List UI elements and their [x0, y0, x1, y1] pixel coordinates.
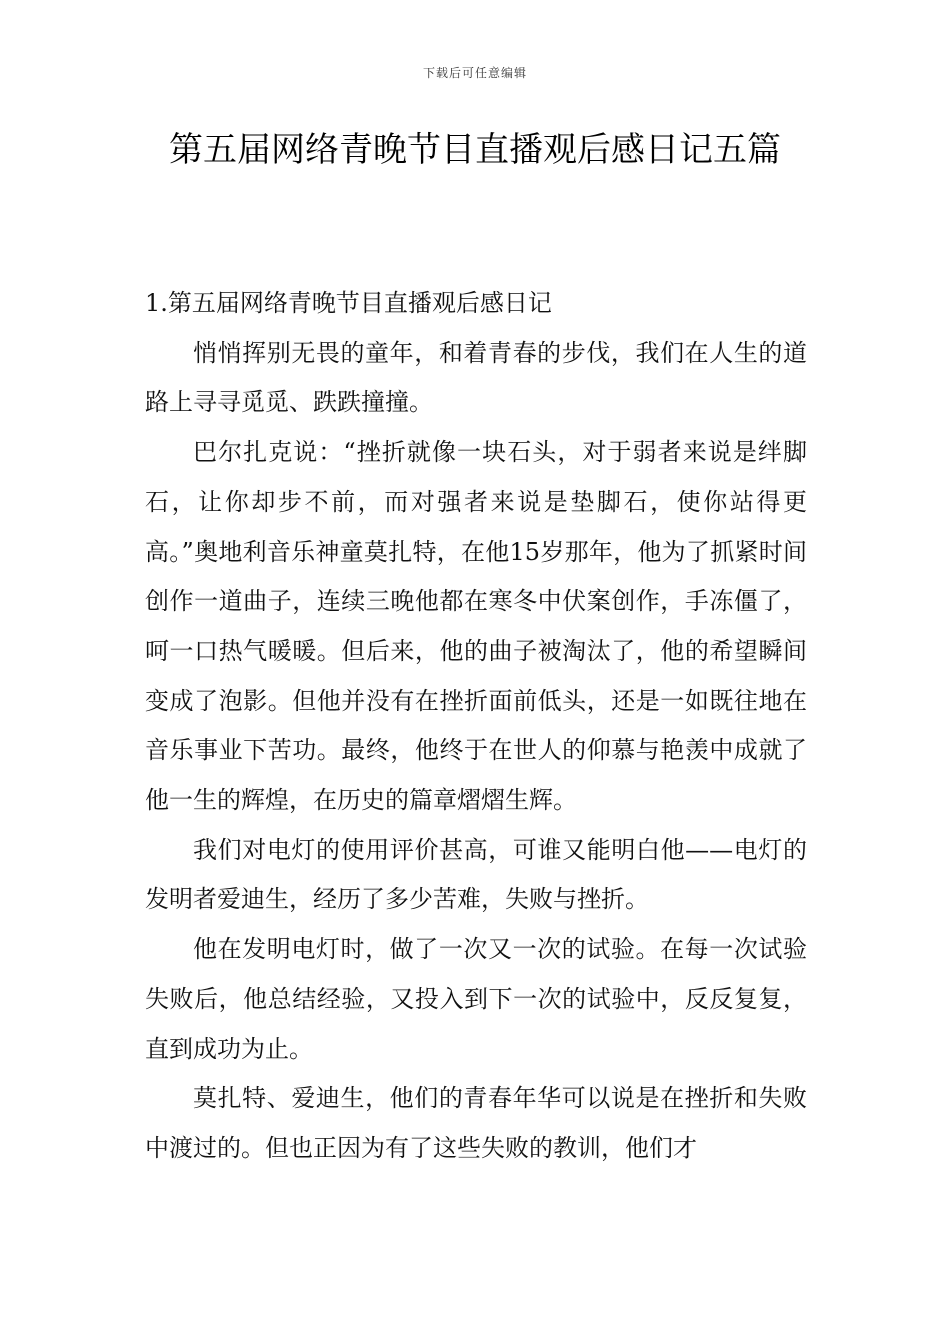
- document-body: [145, 279, 807, 1174]
- paragraph: 巴尔扎克说：“挫折就像一块石头，对于弱者来说是绊脚石，让你却步不前，而对强者来说是垫脚石，使你站得更高。”奥地利音乐神童莫扎特，在他15岁那年，他为了抓紧时间创作一道曲子，连续三晚他都在寒冬中伏案创作，手冻僵了，呵一口热气暖暖。但后来，他的曲子被淘汰了，他的希望瞬间变成了泡影。但他并没有在挫折面前低头，还是一如既往地在音乐事业下苦功。最终，他终于在世人的仰慕与艳羡中成就了他一生的辉煌，在历史的篇章熠熠生辉。: [145, 438, 807, 815]
- document-title: 第五届网络青晚节目直播观后感日记五篇: [169, 130, 781, 170]
- paragraph: 悄悄挥别无畏的童年，和着青春的步伐，我们在人生的道路上寻寻觅觅、跌跌撞撞。: [145, 338, 807, 417]
- paragraph: 莫扎特、爱迪生，他们的青春年华可以说是在挫折和失败中渡过的。但也正因为有了这些失败的教训，他们才: [145, 1084, 807, 1162]
- header-note: 下载后可任意编辑: [422, 66, 527, 80]
- paragraph: 他在发明电灯时，做了一次又一次的试验。在每一次试验失败后，他总结经验，又投入到下一次的试验中，反反复复，直到成功为止。: [145, 935, 807, 1063]
- section-heading: 1.第五届网络青晚节目直播观后感日记: [145, 289, 552, 317]
- paragraph: 我们对电灯的使用评价甚高，可谁又能明白他——电灯的发明者爱迪生，经历了多少苦难，失败与挫折。: [145, 835, 807, 914]
